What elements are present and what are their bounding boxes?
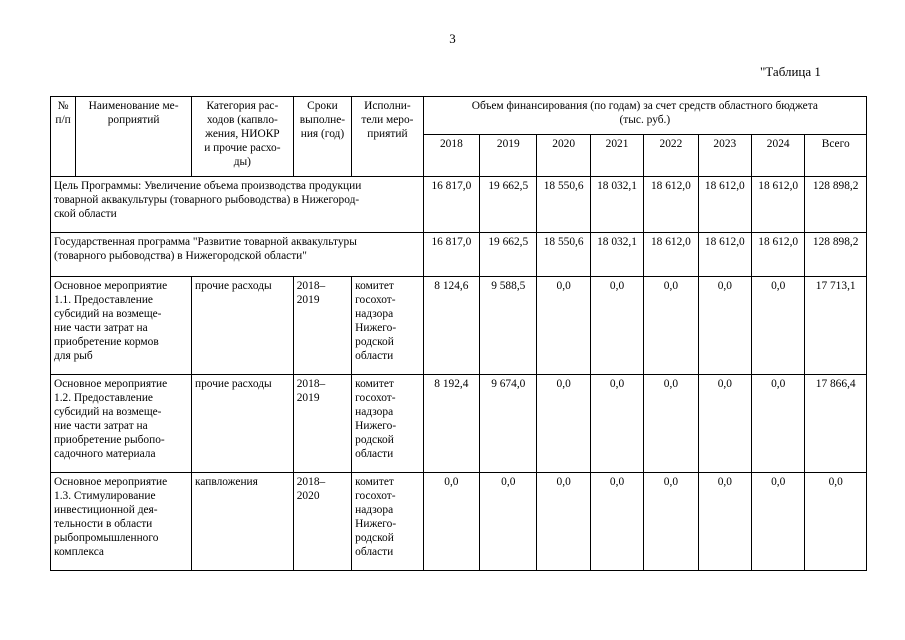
row-category: капвложения — [192, 473, 294, 571]
row-executor: комитет госохот- надзора Нижего- родской области — [352, 375, 424, 473]
row-executor: комитет госохот- надзора Нижего- родской области — [352, 473, 424, 571]
header-terms: Сроки выполне- ния (год) — [293, 97, 351, 177]
row-category: прочие расходы — [192, 277, 294, 375]
row-value: 9 674,0 — [480, 375, 537, 473]
header-row — [51, 97, 867, 135]
row-value: 16 817,0 — [423, 233, 479, 277]
header-executors: Исполни- тели меро- приятий — [352, 97, 424, 177]
row-value: 0,0 — [537, 277, 590, 375]
row-terms: 2018– 2019 — [293, 375, 351, 473]
financing-table — [50, 96, 867, 571]
header-name: Наименование ме- роприятий — [76, 97, 192, 177]
row-value: 0,0 — [590, 375, 643, 473]
row-value: 16 817,0 — [423, 177, 479, 233]
header-year: 2020 — [537, 135, 590, 177]
row-value: 18 550,6 — [537, 177, 590, 233]
page-number: 3 — [449, 31, 456, 46]
row-value: 18 612,0 — [644, 233, 698, 277]
row-value: 0,0 — [752, 277, 805, 375]
table-row — [51, 473, 867, 571]
header-year: 2018 — [423, 135, 479, 177]
row-value: 128 898,2 — [805, 233, 867, 277]
row-terms: 2018– 2019 — [293, 277, 351, 375]
row-value: 0,0 — [752, 473, 805, 571]
header-year: Всего — [805, 135, 867, 177]
row-value: 0,0 — [698, 277, 751, 375]
row-label: Государственная программа "Развитие товарной аквакультуры (товарного рыбоводства) в Нижегородской области" — [51, 233, 424, 277]
row-value: 0,0 — [805, 473, 867, 571]
header-year: 2023 — [698, 135, 751, 177]
row-activity-name: Основное мероприятие 1.2. Предоставление субсидий на возмеще- ние части затрат на приобретение рыбопо- садочного материала — [51, 375, 192, 473]
table-row — [51, 277, 867, 375]
row-value: 17 713,1 — [805, 277, 867, 375]
header-number: № п/п — [51, 97, 76, 177]
row-category: прочие расходы — [192, 375, 294, 473]
row-value: 18 550,6 — [537, 233, 590, 277]
row-value: 0,0 — [644, 277, 698, 375]
row-value: 0,0 — [590, 277, 643, 375]
row-value: 8 192,4 — [423, 375, 479, 473]
row-value: 0,0 — [537, 473, 590, 571]
row-activity-name: Основное мероприятие 1.1. Предоставление субсидий на возмеще- ние части затрат на приобретение кормов для рыб — [51, 277, 192, 375]
table-row — [51, 375, 867, 473]
row-value: 0,0 — [423, 473, 479, 571]
row-activity-name: Основное мероприятие 1.3. Стимулирование инвестиционной дея- тельности в области рыбопромышленного комплекса — [51, 473, 192, 571]
row-value: 128 898,2 — [805, 177, 867, 233]
row-value: 18 612,0 — [752, 233, 805, 277]
header-financing: Объем финансирования (по годам) за счет средств областного бюджета (тыс. руб.) — [423, 97, 866, 135]
row-value: 0,0 — [698, 375, 751, 473]
table-caption: "Таблица 1 — [760, 64, 821, 79]
row-value: 18 612,0 — [698, 177, 751, 233]
row-terms: 2018– 2020 — [293, 473, 351, 571]
row-value: 8 124,6 — [423, 277, 479, 375]
row-value: 18 612,0 — [644, 177, 698, 233]
row-label: Цель Программы: Увеличение объема производства продукции товарной аквакультуры (товарного рыбоводства) в Нижегород- ской области — [51, 177, 424, 233]
table-body — [51, 97, 867, 571]
row-executor: комитет госохот- надзора Нижего- родской области — [352, 277, 424, 375]
row-value: 0,0 — [590, 473, 643, 571]
header-year: 2024 — [752, 135, 805, 177]
row-value: 9 588,5 — [480, 277, 537, 375]
header-year: 2021 — [590, 135, 643, 177]
row-value: 18 612,0 — [698, 233, 751, 277]
row-value: 18 032,1 — [590, 233, 643, 277]
header-category: Категория рас- ходов (капвло- жения, НИОКР и прочие расхо- ды) — [192, 97, 294, 177]
row-value: 18 032,1 — [590, 177, 643, 233]
row-value: 17 866,4 — [805, 375, 867, 473]
row-value: 0,0 — [644, 375, 698, 473]
row-value: 0,0 — [480, 473, 537, 571]
row-value: 19 662,5 — [480, 233, 537, 277]
header-year: 2022 — [644, 135, 698, 177]
table-row — [51, 233, 867, 277]
row-value: 0,0 — [752, 375, 805, 473]
table-row — [51, 177, 867, 233]
header-year: 2019 — [480, 135, 537, 177]
row-value: 18 612,0 — [752, 177, 805, 233]
row-value: 0,0 — [644, 473, 698, 571]
row-value: 19 662,5 — [480, 177, 537, 233]
row-value: 0,0 — [698, 473, 751, 571]
row-value: 0,0 — [537, 375, 590, 473]
